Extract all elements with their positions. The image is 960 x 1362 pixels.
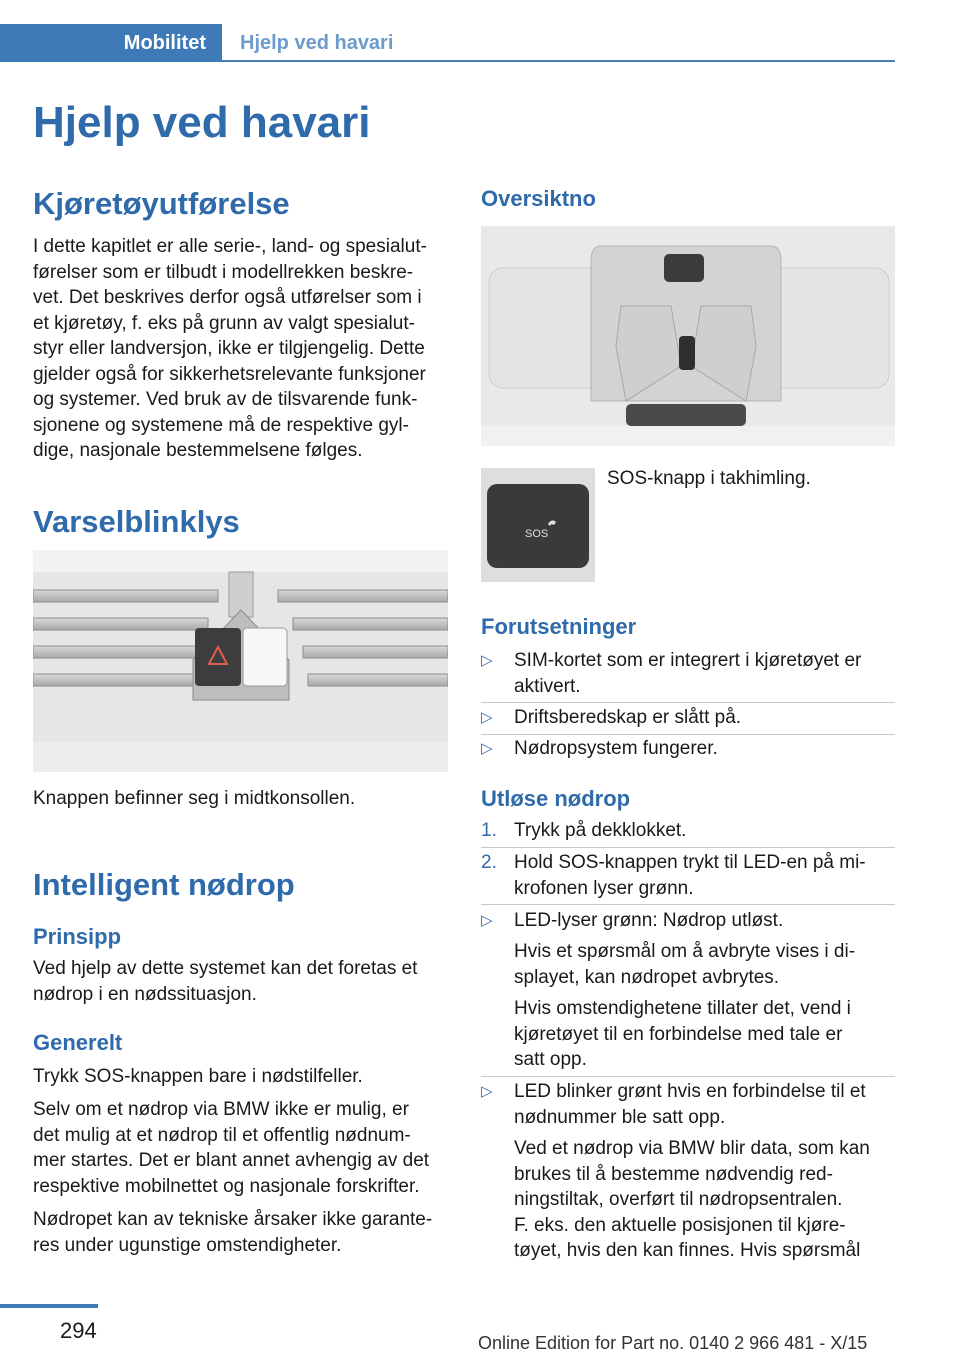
text-line: res under ugunstige omstendigheter. (33, 1234, 342, 1256)
text-line: Selv om et nødrop via BMW ikke er mulig, er (33, 1099, 409, 1120)
page-title: Hjelp ved havari (33, 98, 371, 147)
list-item: ▷ Driftsberedskap er slått på. (481, 705, 901, 731)
text-line: dige, nasjonale bestemmelsene følges. (33, 440, 363, 461)
triangle-right-icon: ▷ (481, 652, 493, 669)
step-item: 2. Hold SOS-knappen trykt til LED-en på mi- krofonen lyser grønn. (481, 852, 866, 899)
hazard-button-photo (33, 550, 448, 772)
divider (481, 847, 895, 848)
text-line: et kjøretøy, f. eks på grunn av valgt spesialut- (33, 312, 415, 334)
text-line: Ved hjelp av dette systemet kan det foretas et (33, 958, 418, 979)
heading-trigger-emergency: Utløse nødrop (481, 786, 631, 811)
tab-hjelp-ved-havari[interactable]: Hjelp ved havari (240, 32, 394, 54)
tab-mobilitet[interactable]: Mobilitet (0, 24, 222, 62)
principle-text (33, 956, 417, 1007)
led-blink-note (514, 1136, 870, 1264)
general-p2 (33, 1097, 429, 1199)
text-line: nødrop i en nødssituasjon. (33, 983, 257, 1005)
header-bar (0, 24, 895, 62)
text-line: ningstiltak, overført til nødropsentralen. (514, 1189, 843, 1210)
text-line: satt opp. (514, 1049, 587, 1070)
text-line: sjonene og systemene må de respektive gyl- (33, 414, 409, 436)
heading-principle: Prinsipp (33, 924, 122, 949)
text-line: tøyet, hvis den kan finnes. Hvis spørsmål (514, 1240, 861, 1261)
text-line: det mulig at et nødrop til et offentlig nødnum- (33, 1124, 411, 1146)
sos-label: SOS (525, 528, 549, 540)
general-p3 (33, 1207, 432, 1258)
step-item: 1. Trykk på dekklokket. (481, 820, 687, 841)
hazard-caption: Knappen befinner seg i midtkonsollen. (33, 788, 356, 809)
text-line: mer startes. Det er blant annet avhengig av det (33, 1150, 430, 1171)
heading-overview: Oversiktno (481, 186, 596, 211)
general-p1: Trykk SOS-knappen bare i nødstilfeller. (33, 1066, 363, 1087)
led-green-note-1 (514, 939, 855, 990)
text-line: gjelder også for sikkerhetsrelevante funksjoner (33, 363, 426, 385)
vehicle-version-text (33, 234, 458, 464)
text-line: styr eller landversjon, ikke er tilgjengelig. Dette (33, 338, 425, 359)
text-line: Nødropet kan av tekniske årsaker ikke garante- (33, 1209, 433, 1230)
heading-vehicle-version: Kjøretøyutførelse (33, 186, 290, 221)
triangle-right-icon: ▷ (481, 740, 493, 757)
text-line: Ved et nødrop via BMW blir data, som kan (514, 1138, 870, 1159)
heading-hazard-lights: Varselblinklys (33, 504, 240, 539)
text-line: førelser som er tilbudt i modellrekken beskre- (33, 261, 414, 283)
text-line: respektive mobilnettet og nasjonale forskrifter. (33, 1175, 420, 1197)
text-line: vet. Det beskrives derfor også utførelser som i (33, 287, 422, 308)
text-line: Hvis omstendighetene tillater det, vend i (514, 998, 851, 1019)
text-line: brukes til å bestemme nødvendig red- (514, 1163, 833, 1185)
list-item: ▷ LED blinker grønt hvis en forbindelse til et nødnummer ble satt opp. (481, 1081, 866, 1128)
text-line: Hvis et spørsmål om å avbryte vises i di- (514, 941, 856, 962)
page-number: 294 (60, 1318, 97, 1343)
triangle-right-icon: ▷ (481, 1083, 493, 1100)
sos-button-photo (481, 468, 595, 582)
heading-general: Generelt (33, 1030, 123, 1055)
list-item: ▷ SIM-kortet som er integrert i kjøretøyet er aktivert. (481, 650, 862, 697)
heading-prerequisites: Forutsetninger (481, 614, 637, 639)
divider (481, 702, 895, 703)
divider (481, 904, 895, 905)
list-item: ▷ Nødropsystem fungerer. (481, 736, 901, 762)
text-line: kjøretøyet til en forbindelse med tale er (514, 1023, 843, 1045)
triangle-right-icon: ▷ (481, 912, 493, 929)
list-item: ▷ LED-lyser grønn: Nødrop utløst. (481, 908, 901, 934)
divider (481, 734, 895, 735)
text-line: og systemer. Ved bruk av de tilsvarende funk- (33, 389, 418, 410)
triangle-right-icon: ▷ (481, 709, 493, 726)
led-green-note-2 (514, 996, 851, 1073)
sos-caption: SOS-knapp i takhimling. (607, 468, 811, 489)
footer-rule (0, 1304, 98, 1308)
text-line: F. eks. den aktuelle posisjonen til kjøre- (514, 1214, 846, 1236)
divider (481, 1076, 895, 1077)
roof-console-photo (481, 226, 895, 446)
heading-intelligent-emergency: Intelligent nødrop (33, 867, 295, 902)
text-line: splayet, kan nødropet avbrytes. (514, 966, 780, 988)
edition-text: Online Edition for Part no. 0140 2 966 481 - X/15 (478, 1333, 868, 1353)
text-line: I dette kapitlet er alle serie-, land- og spesialut- (33, 236, 427, 257)
